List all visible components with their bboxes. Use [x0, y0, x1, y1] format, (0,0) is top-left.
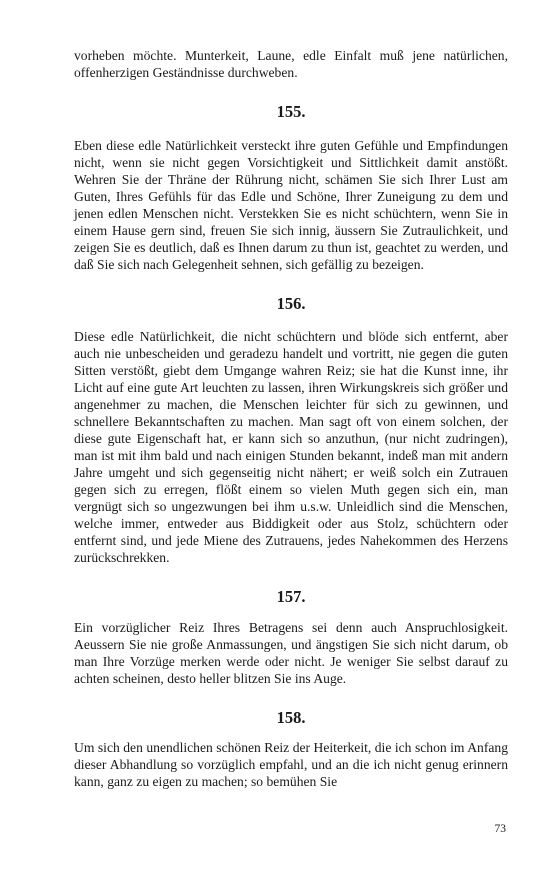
section-157: [74, 587, 508, 687]
section-156: [74, 294, 508, 566]
section-heading: 157.: [276, 587, 306, 606]
section-heading: 158.: [276, 708, 306, 727]
section-paragraph: Ein vorzüglicher Reiz Ihres Betragens sei denn auch Anspruchlosigkeit. Aeussern Sie nie große Anmassungen, und ängstigen Sie sich nicht darum, ob man Ihre Vorzüge merken werde oder nicht. Je weniger Sie selbst darauf zu achten scheinen, desto heller blitzen Sie ins Auge.: [74, 620, 508, 686]
continued-paragraph: vorheben möchte. Munterkeit, Laune, edle Einfalt muß jene natürlichen, offenherzigen Geständnisse durchweben.: [74, 48, 508, 80]
section-155: [74, 102, 508, 273]
section-heading: 156.: [276, 294, 306, 313]
section-paragraph: Um sich den unendlichen schönen Reiz der Heiterkeit, die ich schon im Anfang dieser Abhandlung so vorzüglich empfahl, und an die ich nicht genug erinnern kann, ganz zu eigen zu machen; so bemühen Sie: [74, 740, 508, 789]
section-paragraph: Eben diese edle Natürlichkeit versteckt ihre guten Gefühle und Empfindungen nicht, wenn sie nicht gegen Vorsichtigkeit und Sittlichkeit damit anstößt. Wehren Sie der Thräne der Rührung nicht, schämen Sie sich Ihrer Lust am Guten, Ihres Gefühls für das Edle und Schöne, Ihrer Zuneigung zu dem und jenen edlen Menschen nicht. Verstekken Sie es nicht schüchtern, wenn Sie in einem Hause gern sind, freuen Sie sich innig, äussern Sie Zutraulichkeit, und zeigen Sie es deutlich, daß es Ihnen darum zu thun ist, geachtet zu werden, und daß Sie sich nach Gelegenheit sehnen, sich gefällig zu bezeigen.: [74, 138, 508, 272]
section-heading: 155.: [276, 102, 306, 121]
book-page: [74, 47, 508, 790]
section-paragraph: Diese edle Natürlichkeit, die nicht schüchtern und blöde sich entfernt, aber auch nie unbescheiden und geradezu handelt und vortritt, nie gegen die guten Sitten verstößt, giebt dem Umgange wahren Reiz; sie hat die Kunst inne, ihr Licht auf eine gute Art leuchten zu lassen, ihren Wirkungskreis sich größer und angenehmer zu machen, die Menschen leichter für sich zu gewinnen, und schnellere Bekanntschaften zu machen. Man sagt oft von einem solchen, der diese gute Eigenschaft hat, er kann sich so anzuthun, (nur nicht zudringen), man ist mit ihm bald und nach einigen Stunden bekannt, indeß man mit andern Jahre umgeht und sich gegenseitig nicht nähert; er weiß solch ein Zutrauen gegen sich zu erregen, flößt einem so vielen Muth gegen sich ein, man vergnügt sich so ungezwungen bei ihm u.s.w. Unleidlich sind die Menschen, welche immer, entweder aus Biddigkeit oder aus Stolz, schüchtern oder entfernt sind, und jede Miene des Zutrauens, jedes Nahekommen des Herzens zurückschrekken.: [74, 329, 508, 565]
section-158: [74, 708, 508, 790]
page-number: 73: [494, 823, 506, 835]
